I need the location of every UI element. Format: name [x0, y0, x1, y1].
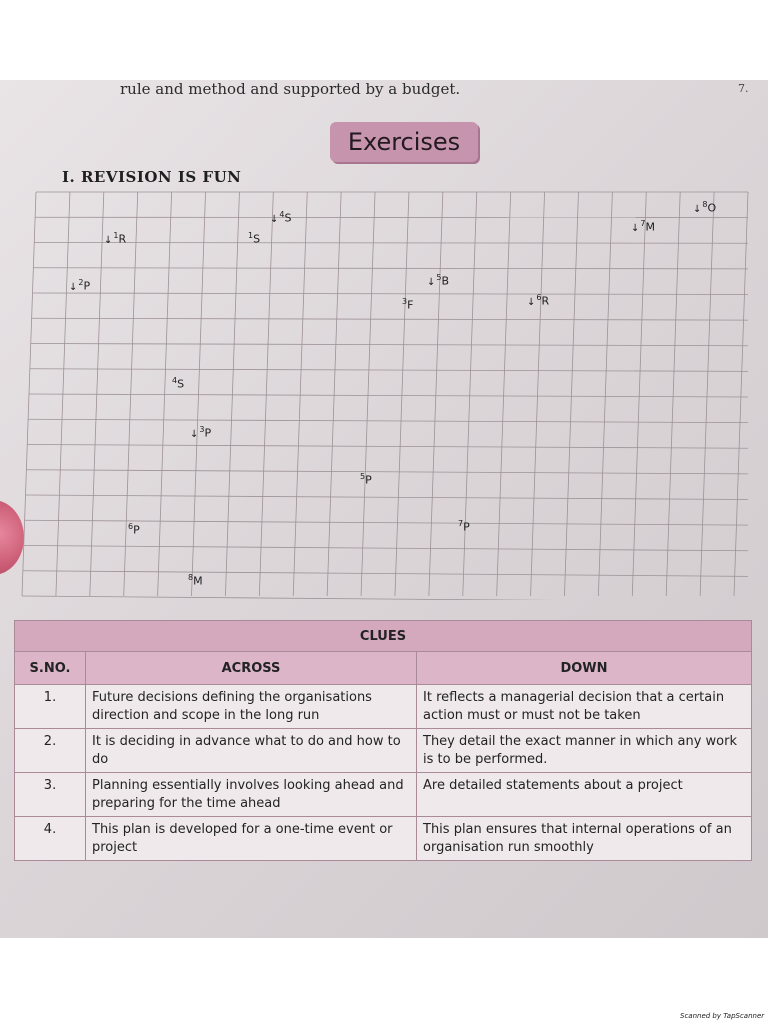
- grid-line-vertical: [395, 192, 409, 596]
- cell-letter: M: [193, 574, 203, 588]
- clue-across: It is deciding in advance what to do and how to do: [86, 729, 417, 773]
- grid-line-vertical: [225, 192, 239, 596]
- cell-letter: P: [204, 426, 212, 440]
- clues-table: [14, 620, 752, 861]
- grid-line-horizontal: [27, 445, 748, 449]
- grid-line-vertical: [429, 192, 443, 596]
- grid-line-vertical: [666, 192, 680, 596]
- down-arrow-icon: ↓: [190, 428, 199, 440]
- cell-number: 1: [113, 231, 119, 240]
- cell-letter: S: [253, 232, 261, 246]
- down-arrow-icon: ↓: [104, 234, 113, 246]
- cell-letter: P: [133, 523, 140, 537]
- grid-line-horizontal: [23, 571, 748, 577]
- crossword-cell-label: [190, 426, 211, 440]
- clue-down: This plan ensures that internal operations of an organisation run smoothly: [417, 817, 752, 861]
- crossword-cell-label: [402, 298, 413, 311]
- down-arrow-icon: ↓: [527, 296, 536, 308]
- clue-row: [15, 729, 752, 773]
- grid-line-vertical: [192, 192, 206, 596]
- clues-title: CLUES: [15, 621, 752, 652]
- clue-across: Planning essentially involves looking ahead and preparing for the time ahead: [86, 773, 417, 817]
- grid-line-horizontal: [33, 293, 749, 295]
- down-arrow-icon: ↓: [69, 281, 78, 293]
- crossword-cell-label: [248, 232, 260, 245]
- crossword-cell-label: [527, 294, 549, 308]
- cell-letter: S: [177, 377, 185, 391]
- crossword-cell-label: [631, 220, 655, 234]
- clue-row: [15, 817, 752, 861]
- grid-line-vertical: [158, 192, 172, 596]
- cell-number: 3: [402, 297, 408, 306]
- section-heading: I. REVISION IS FUN: [62, 168, 242, 186]
- cell-number: 8: [702, 200, 708, 209]
- clue-down: It reflects a managerial decision that a certain action must or must not be taken: [417, 685, 752, 729]
- clue-down: Are detailed statements about a project: [417, 773, 752, 817]
- book-page-photo: [0, 80, 768, 938]
- down-arrow-icon: ↓: [631, 222, 640, 234]
- cell-number: 2: [78, 278, 84, 287]
- grid-line-vertical: [632, 192, 646, 596]
- cell-letter: R: [118, 232, 127, 246]
- col-sno: S.NO.: [15, 652, 86, 685]
- grid-line-horizontal: [22, 596, 748, 600]
- crossword-cell-label: [360, 473, 372, 486]
- banner-title: Exercises: [347, 128, 461, 156]
- clues-title-row: [15, 621, 752, 652]
- grid-line-vertical: [734, 192, 748, 596]
- col-down: DOWN: [417, 652, 752, 685]
- grid-line-vertical: [598, 192, 612, 596]
- cell-number: 5: [436, 273, 442, 282]
- cell-number: 7: [458, 519, 464, 528]
- grid-line-horizontal: [26, 495, 749, 500]
- crossword-grid: [0, 80, 768, 600]
- crossword-cell-label: [427, 274, 449, 288]
- cell-number: 4: [279, 210, 285, 219]
- grid-line-vertical: [327, 192, 341, 596]
- crossword-cell-label: [69, 279, 90, 293]
- cell-letter: P: [365, 473, 372, 487]
- cell-letter: S: [284, 211, 292, 225]
- cell-letter: P: [83, 279, 91, 293]
- grid-line-horizontal: [24, 546, 748, 551]
- clue-across: Future decisions defining the organisations direction and scope in the long run: [86, 685, 417, 729]
- grid-line-vertical: [497, 192, 511, 596]
- cell-number: 1: [248, 231, 254, 240]
- page-number: 7.: [738, 82, 749, 95]
- grid-line-horizontal: [28, 419, 748, 422]
- crossword-cell-label: [172, 377, 184, 390]
- cell-letter: O: [707, 201, 717, 215]
- grid-line-horizontal: [26, 470, 748, 474]
- crossword-cell-label: [458, 520, 470, 533]
- crossword-cell-label: [693, 201, 716, 215]
- previous-page-text: rule and method and supported by a budget.: [120, 80, 461, 98]
- clue-sno: 4.: [15, 817, 86, 861]
- grid-line-vertical: [361, 192, 375, 596]
- grid-line-horizontal: [32, 318, 748, 320]
- clue-sno: 1.: [15, 685, 86, 729]
- cell-number: 7: [640, 219, 646, 228]
- down-arrow-icon: ↓: [270, 213, 279, 225]
- cell-letter: M: [645, 220, 655, 234]
- clues-header-row: [15, 652, 752, 685]
- grid-line-vertical: [259, 192, 273, 596]
- down-arrow-icon: ↓: [693, 203, 702, 215]
- grid-line-vertical: [564, 192, 578, 596]
- crossword-cell-label: [104, 232, 126, 246]
- grid-line-vertical: [700, 192, 717, 596]
- clue-row: [15, 685, 752, 729]
- cell-letter: B: [441, 274, 450, 288]
- grid-line-vertical: [463, 192, 477, 596]
- cell-number: 6: [128, 522, 134, 531]
- scanner-watermark: Scanned by TapScanner: [680, 1012, 765, 1020]
- cell-number: 8: [188, 573, 194, 582]
- crossword-cell-label: [270, 211, 291, 225]
- col-across: ACROSS: [86, 652, 417, 685]
- grid-line-horizontal: [31, 344, 748, 346]
- down-arrow-icon: ↓: [427, 276, 436, 288]
- clue-across: This plan is developed for a one-time event or project: [86, 817, 417, 861]
- clue-down: They detail the exact manner in which any work is to be performed.: [417, 729, 752, 773]
- cell-letter: R: [541, 294, 550, 308]
- cell-number: 4: [172, 376, 178, 385]
- cell-number: 3: [199, 425, 205, 434]
- grid-line-horizontal: [33, 268, 748, 269]
- grid-line-vertical: [293, 192, 307, 596]
- clue-row: [15, 773, 752, 817]
- grid-line-vertical: [531, 192, 545, 596]
- cell-number: 5: [360, 472, 366, 481]
- grid-line-horizontal: [34, 243, 748, 244]
- clue-sno: 3.: [15, 773, 86, 817]
- crossword-cell-label: [128, 523, 140, 536]
- grid-line-horizontal: [29, 394, 748, 397]
- cell-letter: P: [463, 520, 470, 534]
- clue-sno: 2.: [15, 729, 86, 773]
- crossword-cell-label: [188, 574, 203, 587]
- cell-letter: F: [407, 298, 414, 312]
- cell-number: 6: [536, 293, 542, 302]
